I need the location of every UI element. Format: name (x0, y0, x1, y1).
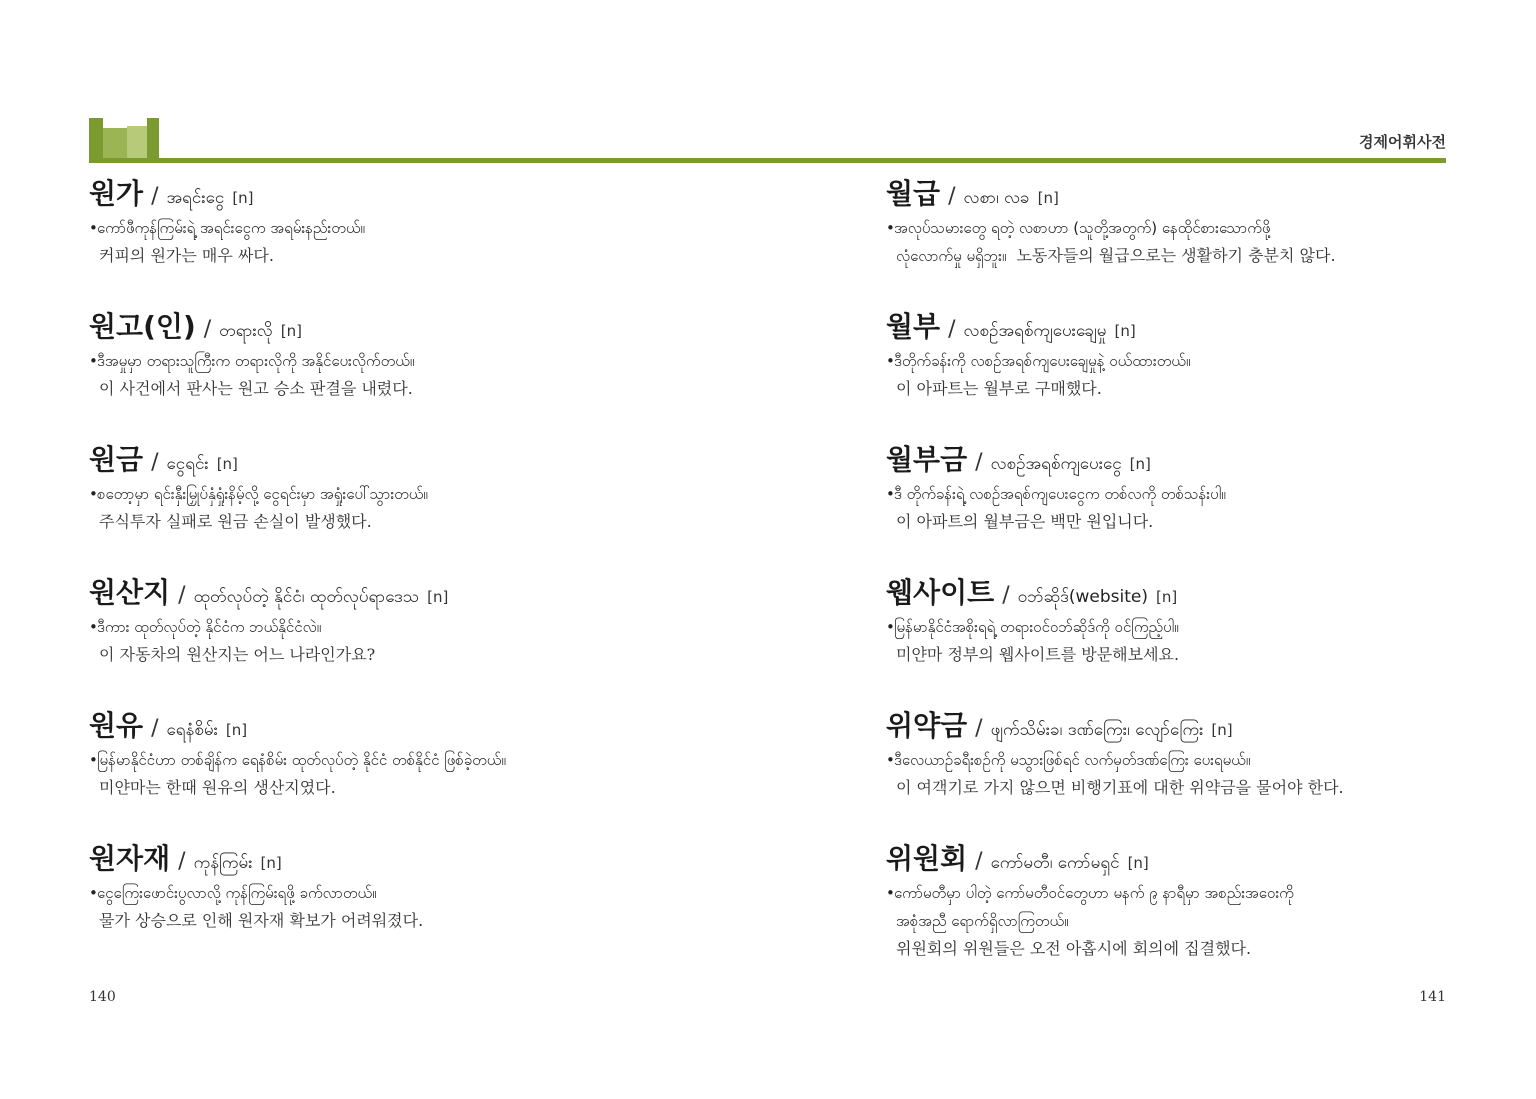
page-number-left: 140 (89, 989, 116, 1005)
example-korean: 노동자들의 월급으로는 생활하기 충분치 않다. (1016, 246, 1336, 265)
example-burmese-continued: အစုံအညီ ရောက်ရှိလာကြတယ်။ (896, 912, 1069, 930)
part-of-speech: [n] (1155, 588, 1178, 606)
entry-word: 원가 (89, 177, 144, 210)
part-of-speech: [n] (260, 854, 282, 872)
running-header-title: 경제어휘사전 (1359, 133, 1446, 151)
entry-word: 원자재 (89, 842, 171, 875)
entry-meaning: ထုတ်လုပ်တဲ့ နိုင်ငံ၊ ထုတ်လုပ်ရာဒေသ (193, 587, 420, 607)
example-burmese: ဒီကား ထုတ်လုပ်တဲ့ နိုင်ငံက ဘယ်နိုင်ငံလဲ။ (97, 618, 322, 636)
example-korean: 이 아파트는 월부로 구매했다. (896, 379, 1102, 398)
example-burmese: ဒီလေယာဉ်ခရီးစဉ်ကို မသွားဖြစ်ရင် လက်မှတ်ဒဏ်ကြေး ပေးရမယ်။ (894, 751, 1251, 769)
dictionary-entry: 원유 / ရေနံစိမ်း [n] •မြန်မာနိုင်ငံဟာ တစ်ချိန်က ရေနံစိမ်း ထုတ်လုပ်တဲ့ နိုင်ငံ တစ်နိုင်ငံ ဖြစ်ခဲ့တယ်။ 미얀마는 한때 원유의 생산지였다. (89, 704, 729, 837)
example-burmese: ငွေကြေးဖောင်းပွလာလို့ ကုန်ကြမ်းရဖို့ ခက်လာတယ်။ (97, 884, 377, 902)
dictionary-entry: 원고(인) / တရားလို [n] •ဒီအမှုမှာ တရားသူကြီးက တရားလိုကို အနိုင်ပေးလိုက်တယ်။ 이 사건에서 판사는 원고 승소 판결을 내렸다. (89, 305, 729, 438)
dictionary-entry: 원산지 / ထုတ်လုပ်တဲ့ နိုင်ငံ၊ ထုတ်လုပ်ရာဒေသ [n] •ဒီကား ထုတ်လုပ်တဲ့ နိုင်ငံက ဘယ်နိုင်ငံလဲ။ 이 자동차의 원산지는 어느 나라인가요? (89, 571, 729, 704)
part-of-speech: [n] (1114, 322, 1136, 340)
entry-meaning: ငွေရင်း (166, 454, 209, 474)
part-of-speech: [n] (1211, 721, 1233, 739)
part-of-speech: [n] (427, 588, 449, 606)
example-korean: 커피의 원가는 매우 싸다. (99, 246, 274, 265)
example-burmese: ကော်မတီမှာ ပါတဲ့ ကော်မတီဝင်တွေဟာ မနက် ၉ နာရီမှာ အစည်းအဝေးကို (894, 884, 1294, 902)
example-korean: 주식투자 실패로 원금 손실이 발생했다. (99, 512, 372, 531)
entry-meaning: ဖျက်သိမ်းခ၊ ဒဏ်ကြေး၊ လျော်ကြေး (990, 720, 1204, 740)
left-column (89, 172, 729, 970)
example-korean: 이 아파트의 월부금은 백만 원입니다. (896, 512, 1154, 531)
entry-meaning: လစာ၊ လခ (963, 188, 1030, 208)
entry-meaning: တရားလို (219, 321, 273, 341)
example-burmese: မြန်မာနိုင်ငံအစိုးရရဲ့ တရားဝင်ဝဘ်ဆိုဒ်ကို ဝင်ကြည့်ပါ။ (894, 618, 1179, 636)
dictionary-entry: 월부금 / လစဉ်အရစ်ကျပေးငွေ [n] •ဒီ တိုက်ခန်းရဲ့ လစဉ်အရစ်ကျပေးငွေက တစ်လကို တစ်သန်းပါ။ 이 아파트의 월부금은 백만 원입니다. (886, 438, 1526, 571)
example-burmese: ကော်ဖီကုန်ကြမ်းရဲ့ အရင်းငွေက အရမ်းနည်းတယ်။ (97, 219, 365, 237)
example-korean: 이 사건에서 판사는 원고 승소 판결을 내렸다. (99, 379, 413, 398)
entry-meaning: ဝဘ်ဆိုဒ်(website) (1017, 587, 1148, 607)
entry-meaning: လစဉ်အရစ်ကျပေးငွေ (990, 454, 1122, 474)
example-burmese: ဒီအမှုမှာ တရားသူကြီးက တရားလိုကို အနိုင်ပေးလိုက်တယ်။ (97, 352, 415, 370)
part-of-speech: [n] (1129, 455, 1151, 473)
entry-meaning: လစဉ်အရစ်ကျပေးချေမှု (963, 321, 1107, 341)
dictionary-entry: 원가 / အရင်းငွေ [n] •ကော်ဖီကုန်ကြမ်းရဲ့ အရင်းငွေက အရမ်းနည်းတယ်။ 커피의 원가는 매우 싸다. (89, 172, 729, 305)
part-of-speech: [n] (280, 322, 302, 340)
entry-word: 원금 (89, 443, 144, 476)
example-korean: 이 여객기로 가지 않으면 비행기표에 대한 위약금을 물어야 한다. (896, 778, 1344, 797)
entry-word: 웹사이트 (886, 576, 995, 609)
dictionary-entry: 원자재 / ကုန်ကြမ်း [n] •ငွေကြေးဖောင်းပွလာလို့ ကုန်ကြမ်းရဖို့ ခက်လာတယ်။ 물가 상승으로 인해 원자재 확보가 어려워졌다. (89, 837, 729, 970)
example-korean: 물가 상승으로 인해 원자재 확보가 어려워졌다. (99, 911, 424, 930)
entry-meaning: ကော်မတီ၊ ကော်မရှင် (990, 853, 1120, 873)
entry-word: 원산지 (89, 576, 171, 609)
right-column (886, 172, 1526, 970)
dictionary-entry: 월급 / လစာ၊ လခ [n] •အလုပ်သမားတွေ ရတဲ့ လစာဟာ (သူတို့အတွက်) နေထိုင်စားသောက်ဖို့ လုံလောက်မှု မရှိဘူး။ 노동자들의 월급으로는 생활하기 충분치 않다. (886, 172, 1526, 305)
dictionary-entry: 웹사이트 / ဝဘ်ဆိုဒ်(website) [n] •မြန်မာနိုင်ငံအစိုးရရဲ့ တရားဝင်ဝဘ်ဆိုဒ်ကို ဝင်ကြည့်ပါ။ 미얀마 정부의 웹사이트를 방문해보세요. (886, 571, 1526, 704)
example-korean: 이 자동차의 원산지는 어느 나라인가요? (99, 645, 376, 664)
part-of-speech: [n] (1037, 189, 1059, 207)
example-burmese: ဒီတိုက်ခန်းကို လစဉ်အရစ်ကျပေးချေမှုနဲ့ ဝယ်ထားတယ်။ (894, 352, 1191, 370)
part-of-speech: [n] (232, 189, 254, 207)
entry-meaning: ကုန်ကြမ်း (193, 853, 253, 873)
header-rule (89, 158, 1446, 163)
entry-word: 원고(인) (89, 310, 196, 343)
entry-word: 월급 (886, 177, 941, 210)
header-block (147, 118, 159, 160)
dictionary-entry: 원금 / ငွေရင်း [n] •စတော့မှာ ရင်းနှီးမြှုပ်နှံရှုံးနိမ့်လို့ ငွေရင်းမှာ အရှုံးပေါ်သွားတယ်။ 주식투자 실패로 원금 손실이 발생했다. (89, 438, 729, 571)
header-block (103, 128, 127, 160)
example-burmese: ဒီ တိုက်ခန်းရဲ့ လစဉ်အရစ်ကျပေးငွေက တစ်လကို တစ်သန်းပါ။ (894, 485, 1226, 503)
entry-word: 위약금 (886, 709, 968, 742)
example-burmese: မြန်မာနိုင်ငံဟာ တစ်ချိန်က ရေနံစိမ်း ထုတ်လုပ်တဲ့ နိုင်ငံ တစ်နိုင်ငံ ဖြစ်ခဲ့တယ်။ (97, 751, 506, 769)
example-burmese: စတော့မှာ ရင်းနှီးမြှုပ်နှံရှုံးနိမ့်လို့ ငွေရင်းမှာ အရှုံးပေါ်သွားတယ်။ (97, 485, 428, 503)
dictionary-entry: 위원회 / ကော်မတီ၊ ကော်မရှင် [n] •ကော်မတီမှာ ပါတဲ့ ကော်မတီဝင်တွေဟာ မနက် ၉ နာရီမှာ အစည်းအဝေးကို အစုံအညီ ရောက်ရှိလာကြတယ်။ 위원회의 위원들은 오전 아홉시에 회의에 집결했다. (886, 837, 1526, 970)
entry-meaning: အရင်းငွေ (166, 188, 225, 208)
example-korean: 미얀마는 한때 원유의 생산지였다. (99, 778, 336, 797)
part-of-speech: [n] (1127, 854, 1149, 872)
page-number-right: 141 (1419, 989, 1446, 1005)
dictionary-entry: 위약금 / ဖျက်သိမ်းခ၊ ဒဏ်ကြေး၊ လျော်ကြေး [n] •ဒီလေယာဉ်ခရီးစဉ်ကို မသွားဖြစ်ရင် လက်မှတ်ဒဏ်ကြေး ပေးရမယ်။ 이 여객기로 가지 않으면 비행기표에 대한 위약금을 물어야 한다. (886, 704, 1526, 837)
entry-meaning: ရေနံစိမ်း (166, 720, 218, 740)
entry-word: 위원회 (886, 842, 968, 875)
entry-word: 월부 (886, 310, 941, 343)
entry-word: 원유 (89, 709, 144, 742)
header-decoration (89, 118, 159, 160)
entry-word: 월부금 (886, 443, 968, 476)
example-korean: 위원회의 위원들은 오전 아홉시에 회의에 집결했다. (896, 939, 1252, 958)
example-burmese-continued: လုံလောက်မှု မရှိဘူး။ (896, 247, 1007, 265)
dictionary-entry: 월부 / လစဉ်အရစ်ကျပေးချေမှု [n] •ဒီတိုက်ခန်းကို လစဉ်အရစ်ကျပေးချေမှုနဲ့ ဝယ်ထားတယ်။ 이 아파트는 월부로 구매했다. (886, 305, 1526, 438)
header-block (127, 126, 147, 160)
part-of-speech: [n] (216, 455, 238, 473)
example-korean: 미얀마 정부의 웹사이트를 방문해보세요. (896, 645, 1180, 664)
header-block (89, 118, 103, 160)
part-of-speech: [n] (225, 721, 248, 739)
example-burmese: အလုပ်သမားတွေ ရတဲ့ လစာဟာ (သူတို့အတွက်) နေထိုင်စားသောက်ဖို့ (894, 219, 1271, 237)
